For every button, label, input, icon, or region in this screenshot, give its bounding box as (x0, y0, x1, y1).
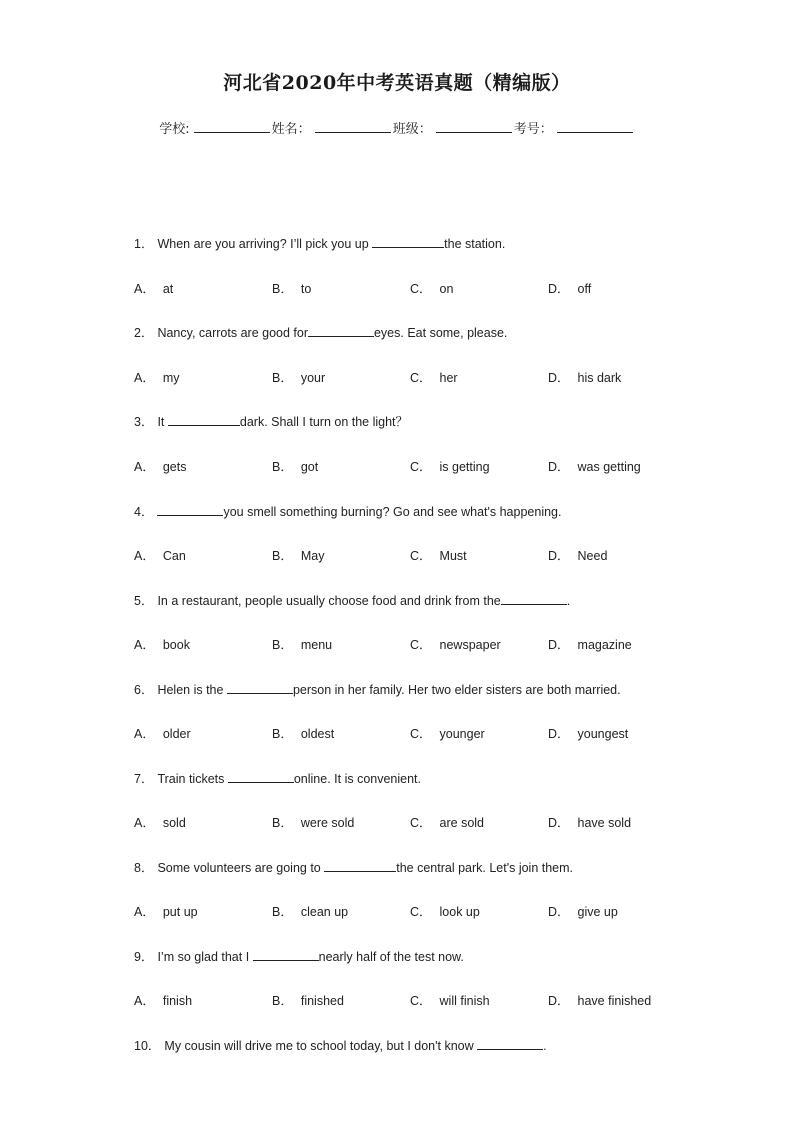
option-b[interactable] (272, 279, 311, 297)
option-letter: B． (272, 727, 293, 741)
question-number: 6． (134, 683, 154, 697)
question-1 (134, 234, 505, 252)
answer-blank[interactable] (372, 236, 444, 248)
option-b[interactable] (272, 902, 348, 920)
option-letter: A． (134, 727, 155, 741)
option-letter: C． (410, 727, 432, 741)
option-c[interactable] (410, 991, 490, 1009)
option-letter: D． (548, 371, 570, 385)
option-text: to (300, 282, 312, 296)
option-letter: D． (548, 549, 570, 563)
option-letter: B． (272, 282, 293, 296)
class-blank[interactable] (436, 120, 512, 133)
student-info-line (0, 118, 794, 137)
option-letter: B． (272, 905, 293, 919)
option-c[interactable] (410, 279, 453, 297)
option-letter: D． (548, 816, 570, 830)
option-text: menu (300, 638, 333, 652)
question-text-before: I’m so glad that I (157, 950, 253, 964)
option-letter: D． (548, 905, 570, 919)
question-9 (134, 947, 464, 965)
question-text-after: you smell something burning? Go and see what's happening. (223, 505, 562, 519)
option-letter: C． (410, 549, 432, 563)
question-number: 4． (134, 505, 154, 519)
question-number: 7． (134, 772, 154, 786)
option-a[interactable] (134, 991, 192, 1009)
question-text-before: It (157, 415, 168, 429)
option-letter: D． (548, 460, 570, 474)
question-9-options (134, 991, 694, 1009)
question-text-after: nearly half of the test now. (318, 950, 464, 964)
question-7-options (134, 813, 694, 831)
question-text-after: . (566, 594, 571, 608)
option-text: book (162, 638, 190, 652)
answer-blank[interactable] (324, 860, 396, 872)
option-a[interactable] (134, 724, 191, 742)
option-text: Must (439, 549, 467, 563)
question-6 (134, 680, 621, 698)
option-c[interactable] (410, 368, 458, 386)
question-text-after: dark. Shall I turn on the light？ (239, 415, 409, 429)
question-number: 3． (134, 415, 154, 429)
option-letter: C． (410, 460, 432, 474)
question-text-before: My cousin will drive me to school today, but I don't know (164, 1039, 478, 1053)
question-4-options (134, 546, 694, 564)
option-text: newspaper (439, 638, 501, 652)
question-text-before: Helen is the (157, 683, 227, 697)
option-text: your (300, 371, 326, 385)
exam-number-blank[interactable] (557, 120, 633, 133)
name-label: 姓名： (271, 122, 311, 137)
option-text: older (162, 727, 191, 741)
option-letter: B． (272, 638, 293, 652)
option-letter: C． (410, 371, 432, 385)
question-number: 2． (134, 326, 154, 340)
option-text: look up (439, 905, 480, 919)
option-text: is getting (439, 460, 490, 474)
option-c[interactable] (410, 724, 485, 742)
option-b[interactable] (272, 724, 334, 742)
answer-blank[interactable] (227, 682, 293, 694)
question-text-after: . (543, 1039, 547, 1053)
option-a[interactable] (134, 546, 186, 564)
option-text: was getting (577, 460, 641, 474)
answer-blank[interactable] (228, 771, 294, 783)
school-blank[interactable] (194, 120, 270, 133)
question-text-before: Some volunteers are going to (157, 861, 325, 875)
option-letter: D． (548, 638, 570, 652)
option-letter: B． (272, 460, 293, 474)
option-d[interactable] (548, 546, 607, 564)
option-a[interactable] (134, 457, 186, 475)
option-text: put up (162, 905, 198, 919)
option-letter: B． (272, 549, 293, 563)
option-letter: C． (410, 282, 432, 296)
answer-blank[interactable] (253, 949, 319, 961)
question-number: 10． (134, 1039, 161, 1053)
question-text-after: eyes. Eat some, please. (373, 326, 508, 340)
option-text: on (439, 282, 454, 296)
option-letter: D． (548, 727, 570, 741)
class-label: 班级： (392, 122, 432, 137)
option-letter: A． (134, 282, 155, 296)
option-d[interactable] (548, 724, 628, 742)
option-c[interactable] (410, 635, 501, 653)
option-text: got (300, 460, 319, 474)
question-5-options (134, 635, 694, 653)
option-text: her (439, 371, 458, 385)
question-4 (134, 502, 561, 520)
question-number: 9． (134, 950, 154, 964)
option-letter: A． (134, 816, 155, 830)
option-a[interactable] (134, 813, 186, 831)
answer-blank[interactable] (168, 414, 240, 426)
option-d[interactable] (548, 991, 651, 1009)
question-text-after: person in her family. Her two elder sisters are both married. (292, 683, 621, 697)
option-text: Need (577, 549, 608, 563)
question-1-options (134, 279, 694, 297)
question-number: 5． (134, 594, 154, 608)
answer-blank[interactable] (501, 593, 567, 605)
question-text-before: Train tickets (157, 772, 228, 786)
option-b[interactable] (272, 368, 325, 386)
option-letter: A． (134, 371, 155, 385)
option-letter: A． (134, 994, 155, 1008)
option-text: youngest (577, 727, 629, 741)
question-6-options (134, 724, 694, 742)
question-number: 1． (134, 237, 154, 251)
option-a[interactable] (134, 902, 198, 920)
option-c[interactable] (410, 902, 480, 920)
option-letter: D． (548, 282, 570, 296)
name-blank[interactable] (315, 120, 391, 133)
option-letter: C． (410, 638, 432, 652)
question-5 (134, 591, 570, 609)
option-letter: C． (410, 816, 432, 830)
question-7 (134, 769, 421, 787)
option-text: were sold (300, 816, 355, 830)
option-text: my (162, 371, 180, 385)
exam-number-label: 考号： (513, 122, 553, 137)
question-text-before: Nancy, carrots are good for (157, 326, 308, 340)
question-text-after: the station. (444, 237, 506, 251)
question-10 (134, 1036, 547, 1054)
question-8 (134, 858, 573, 876)
option-text: at (162, 282, 174, 296)
option-letter: D． (548, 994, 570, 1008)
option-text: finished (300, 994, 344, 1008)
question-text-after: the central park. Let's join them. (396, 861, 574, 875)
answer-blank[interactable] (157, 504, 223, 516)
option-text: gets (162, 460, 187, 474)
option-d[interactable] (548, 368, 621, 386)
option-letter: B． (272, 994, 293, 1008)
option-d[interactable] (548, 902, 618, 920)
question-text-before: When are you arriving? I’ll pick you up (157, 237, 373, 251)
option-d[interactable] (548, 457, 641, 475)
school-label: 学校: (159, 122, 190, 137)
option-d[interactable] (548, 813, 631, 831)
option-text: off (577, 282, 592, 296)
question-3-options (134, 457, 694, 475)
option-letter: C． (410, 994, 432, 1008)
option-c[interactable] (410, 546, 467, 564)
answer-blank[interactable] (308, 325, 374, 337)
question-2-options (134, 368, 694, 386)
option-b[interactable] (272, 813, 354, 831)
question-number: 8． (134, 861, 154, 875)
option-b[interactable] (272, 546, 324, 564)
answer-blank[interactable] (477, 1038, 543, 1050)
option-text: Can (162, 549, 186, 563)
option-d[interactable] (548, 635, 632, 653)
option-letter: A． (134, 549, 155, 563)
question-8-options (134, 902, 694, 920)
page-title: 河北省2020年中考英语真题（精编版） (223, 72, 571, 94)
option-text: are sold (439, 816, 485, 830)
option-text: finish (162, 994, 193, 1008)
option-a[interactable] (134, 635, 190, 653)
question-text-before: In a restaurant, people usually choose food and drink from the (157, 594, 501, 608)
option-b[interactable] (272, 457, 318, 475)
option-text: give up (577, 905, 618, 919)
option-text: have sold (577, 816, 632, 830)
option-letter: B． (272, 816, 293, 830)
option-text: sold (162, 816, 186, 830)
option-a[interactable] (134, 279, 173, 297)
option-b[interactable] (272, 991, 344, 1009)
question-3 (134, 412, 408, 430)
option-text: clean up (300, 905, 349, 919)
question-text-after: online. It is convenient. (293, 772, 422, 786)
question-2 (134, 323, 507, 341)
option-text: have finished (577, 994, 652, 1008)
option-text: his dark (577, 371, 622, 385)
option-letter: A． (134, 460, 155, 474)
option-letter: A． (134, 638, 155, 652)
option-text: oldest (300, 727, 335, 741)
option-text: magazine (577, 638, 632, 652)
option-text: May (300, 549, 325, 563)
option-c[interactable] (410, 813, 484, 831)
option-text: younger (439, 727, 485, 741)
option-d[interactable] (548, 279, 591, 297)
option-letter: C． (410, 905, 432, 919)
option-b[interactable] (272, 635, 332, 653)
option-letter: B． (272, 371, 293, 385)
option-c[interactable] (410, 457, 490, 475)
option-letter: A． (134, 905, 155, 919)
option-a[interactable] (134, 368, 180, 386)
option-text: will finish (439, 994, 490, 1008)
